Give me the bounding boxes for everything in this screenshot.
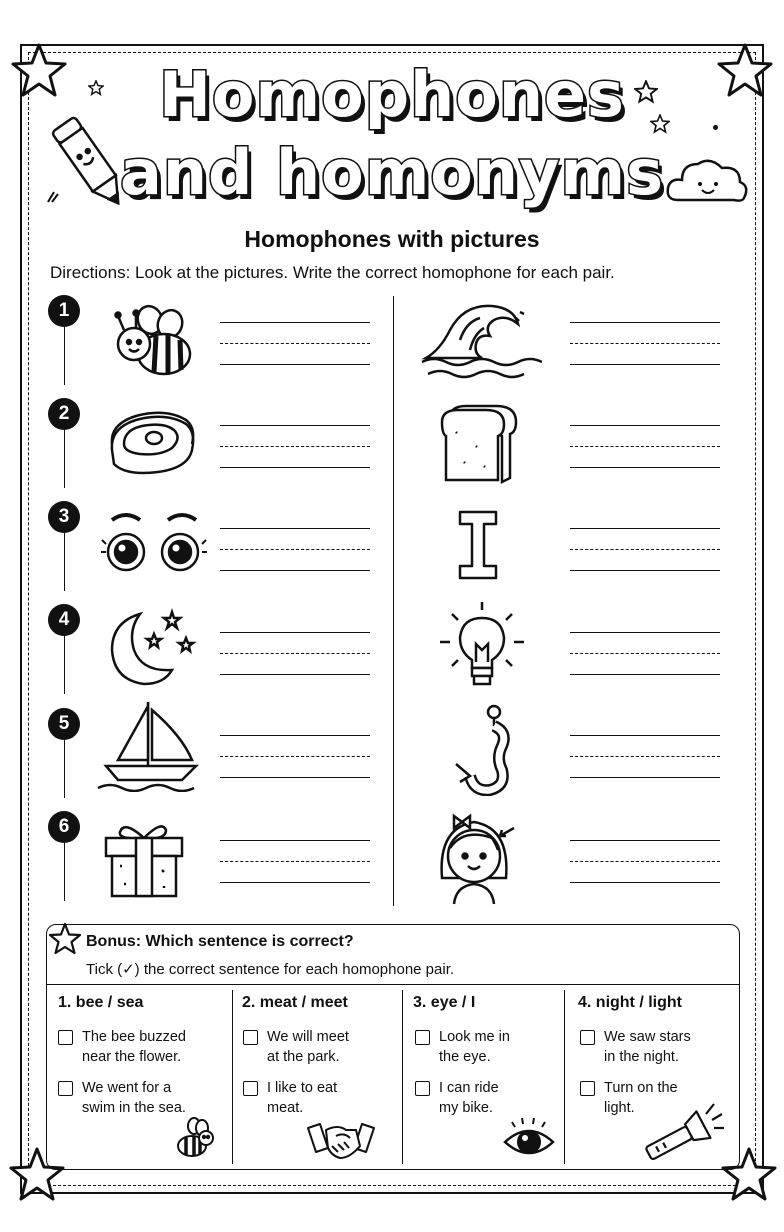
light-bulb-icon <box>438 600 526 690</box>
bonus-option <box>267 1078 337 1118</box>
row-number: 3 <box>48 501 80 533</box>
answer-lines <box>570 735 720 781</box>
option-line: near the flower. <box>82 1049 182 1065</box>
option-line: the eye. <box>439 1049 491 1065</box>
bread-slice-icon <box>436 402 520 484</box>
option-line: light. <box>604 1100 635 1116</box>
bonus-column-heading: 1. bee / sea <box>58 994 144 1011</box>
meat-steak-icon <box>106 410 198 478</box>
bonus-instruction: Tick (✓) the correct sentence for each homophone pair. <box>86 961 455 978</box>
option-line: The bee buzzed <box>82 1029 186 1045</box>
checkbox[interactable] <box>580 1081 595 1096</box>
eyes-icon <box>100 508 208 578</box>
worksheet-title-line1: Homophones <box>159 58 625 131</box>
checkbox[interactable] <box>58 1081 73 1096</box>
row-marker-line <box>64 740 65 798</box>
answer-lines <box>220 322 370 368</box>
answer-lines <box>220 632 370 678</box>
option-line: I like to eat <box>267 1080 338 1096</box>
flashlight-icon <box>640 1100 724 1162</box>
answer-lines <box>570 425 720 471</box>
bonus-title: Bonus: Which sentence is correct? <box>86 933 354 950</box>
row-number: 2 <box>48 398 80 430</box>
section-heading: Homophones with pictures <box>244 226 540 252</box>
handshake-icon <box>306 1118 376 1164</box>
checkbox[interactable] <box>580 1030 595 1045</box>
bee-icon <box>170 1116 214 1160</box>
answer-lines <box>220 735 370 781</box>
checkbox[interactable] <box>58 1030 73 1045</box>
directions-text <box>50 263 615 283</box>
row-number: 4 <box>48 604 80 636</box>
bonus-option <box>82 1027 186 1067</box>
answer-lines <box>220 425 370 471</box>
answer-lines <box>570 840 720 886</box>
bonus-column-divider <box>232 990 233 1164</box>
option-line: We will meet <box>267 1029 349 1045</box>
bonus-column-divider <box>564 990 565 1164</box>
row-marker-line <box>64 636 65 694</box>
row-marker-line <box>64 327 65 385</box>
answer-lines <box>220 840 370 886</box>
option-line: I can ride <box>439 1080 499 1096</box>
bonus-option <box>439 1078 499 1118</box>
checkbox[interactable] <box>243 1081 258 1096</box>
girl-icon <box>434 808 520 906</box>
letter-i-icon <box>456 508 500 582</box>
bonus-divider <box>46 984 740 985</box>
bonus-column-divider <box>402 990 403 1164</box>
sea-wave-icon <box>420 300 542 380</box>
checkbox[interactable] <box>243 1030 258 1045</box>
answer-lines <box>570 322 720 368</box>
row-marker-line <box>64 430 65 488</box>
option-line: Look me in <box>439 1029 510 1045</box>
bonus-column-heading: 2. meat / meet <box>242 994 348 1011</box>
eye-icon <box>502 1114 556 1162</box>
row-number: 5 <box>48 708 80 740</box>
checkbox[interactable] <box>415 1081 430 1096</box>
bonus-column-heading: 4. night / light <box>578 994 682 1011</box>
option-line: in the night. <box>604 1049 679 1065</box>
option-line: We went for a <box>82 1080 172 1096</box>
worm-hook-icon <box>444 702 514 796</box>
moon-stars-icon <box>106 608 198 688</box>
row-marker-line <box>64 533 65 591</box>
answer-lines <box>570 632 720 678</box>
bonus-option <box>439 1027 510 1067</box>
option-line: swim in the sea. <box>82 1100 186 1116</box>
option-line: Turn on the <box>604 1080 678 1096</box>
directions-label: Directions: <box>50 263 131 282</box>
column-divider <box>393 296 394 906</box>
sailboat-icon <box>96 700 206 792</box>
option-line: at the park. <box>267 1049 340 1065</box>
option-line: my bike. <box>439 1100 493 1116</box>
row-number: 6 <box>48 811 80 843</box>
answer-lines <box>570 528 720 574</box>
bonus-option <box>267 1027 349 1067</box>
checkbox[interactable] <box>415 1030 430 1045</box>
star-icon <box>48 922 82 956</box>
worksheet-title-line2: and homonyms <box>120 136 664 209</box>
bee-icon <box>110 302 196 382</box>
option-line: We saw stars <box>604 1029 691 1045</box>
gift-box-icon <box>104 818 186 900</box>
bonus-option <box>604 1027 691 1067</box>
directions-body: Look at the pictures. Write the correct homophone for each pair. <box>130 263 615 282</box>
row-number: 1 <box>48 295 80 327</box>
bonus-column-heading: 3. eye / I <box>413 994 476 1011</box>
row-marker-line <box>64 843 65 901</box>
bonus-option <box>82 1078 186 1118</box>
answer-lines <box>220 528 370 574</box>
option-line: meat. <box>267 1100 304 1116</box>
